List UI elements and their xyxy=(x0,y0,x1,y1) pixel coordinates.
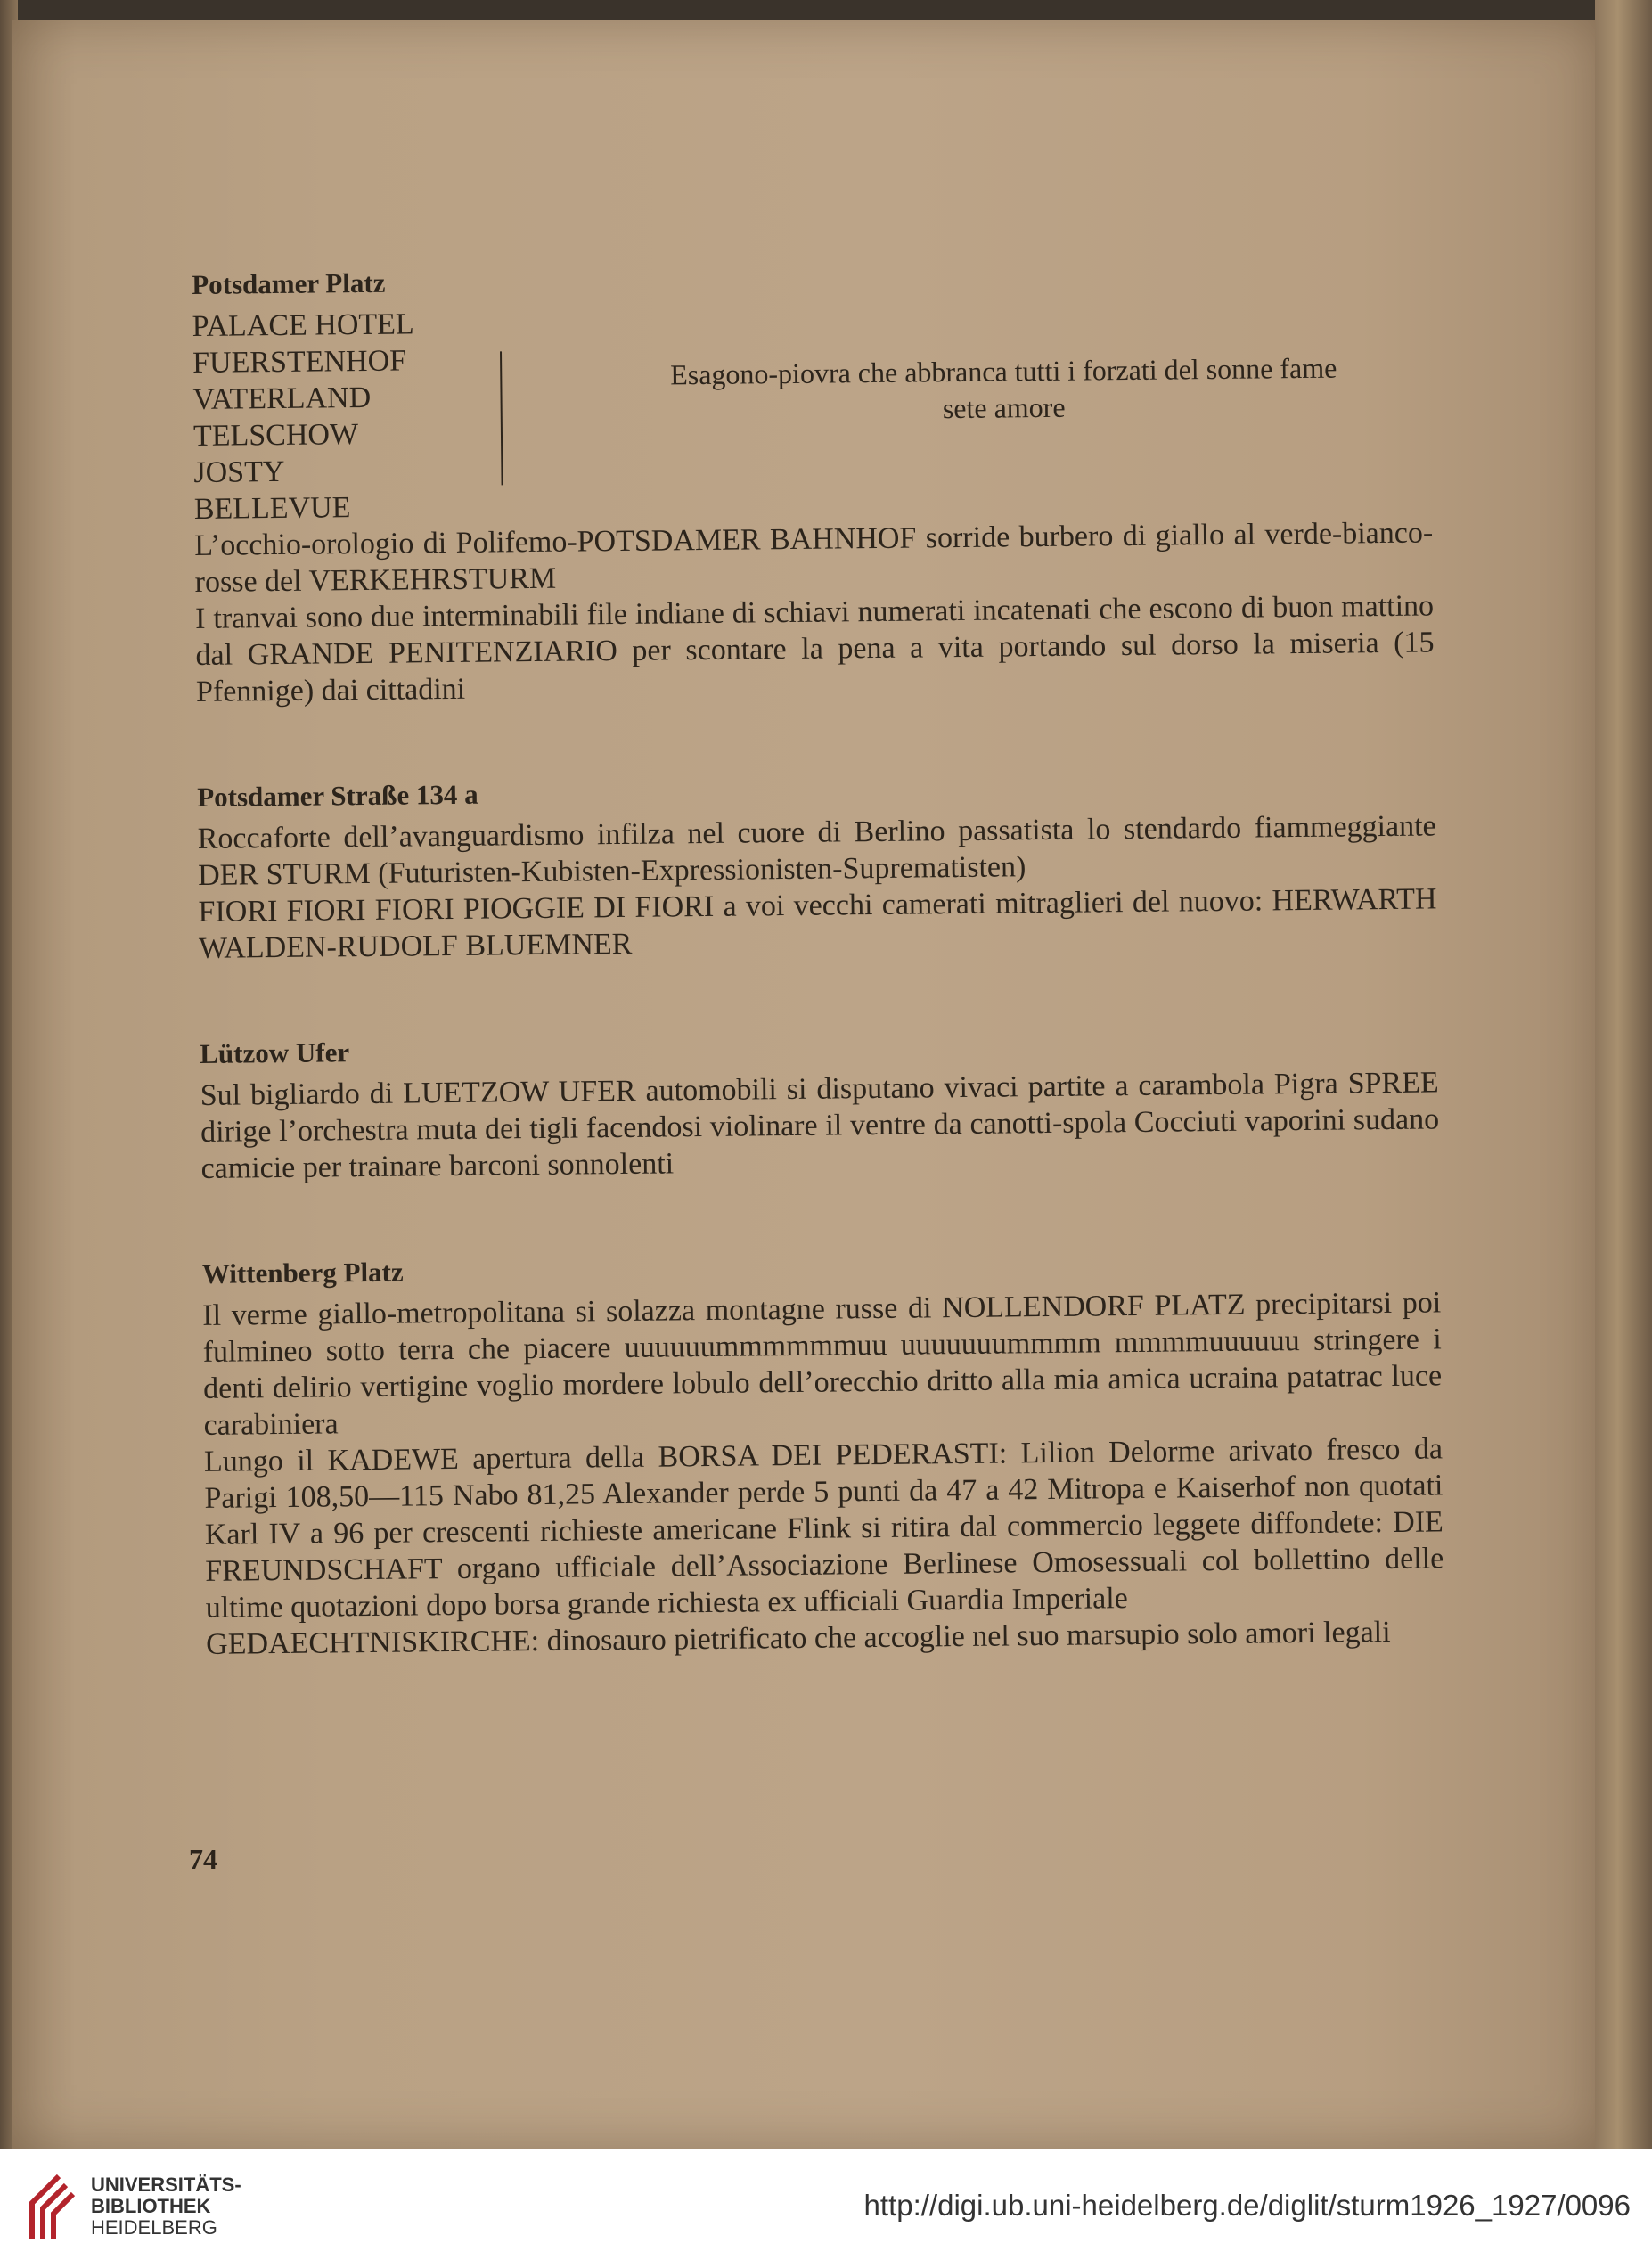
annotation-line: sete amore xyxy=(942,390,1066,425)
paragraph: Lungo il KADEWE apertura della BORSA DEI PEDERASTI: Lilion Delorme arivato fresco da Parigi 108,50—115 Nabo 81,25 Alexander perde 5 punti da 47 a 42 Mitropa e Kaiserhof non quotati Karl IV a 96 per crescenti richieste americane Flink si ritira dal commercio leggete diffondete: DIE FREUNDSCHAFT organo ufficiale dell’Associazione Berlinese Omosessuali col bollettino delle ultime quotazioni dopo borsa grande richiesta ex ufficiali Guardia Imperiale xyxy=(203,1432,1444,1625)
page-edge-stack xyxy=(1595,0,1652,2149)
bracket-line xyxy=(500,351,516,485)
library-name xyxy=(91,2174,241,2239)
list-item: PALACE HOTEL xyxy=(192,307,414,343)
section-potsdamer-platz xyxy=(192,254,1435,710)
list-item: VATERLAND xyxy=(192,381,372,416)
heading-potsdamer-platz: Potsdamer Platz xyxy=(192,266,386,300)
paragraph: FIORI FIORI FIORI PIOGGIE DI FIORI a voi vecchi camerati mitraglieri del nuovo: HERWARTH WALDEN-RUDOLF BLUEMNER xyxy=(198,882,1437,965)
footer-bar xyxy=(0,2149,1652,2268)
list-item: FUERSTENHOF xyxy=(192,344,407,380)
library-name-line: BIBLIOTHEK xyxy=(91,2195,211,2217)
page-text xyxy=(192,254,1445,1732)
list-item: TELSCHOW xyxy=(192,418,359,453)
paragraph: GEDAECHTNISKIRCHE: dinosauro pietrificato che accoglie nel suo marsupio solo amori legali xyxy=(205,1615,1391,1661)
paragraph: Il verme giallo-metropolitana si solazza montagne russe di NOLLENDORF PLATZ precipitarsi poi fulmineo sotto terra che piacere uuuuuummmmmmuu uuuuuuummmm mmmmuuuuuu stringere i denti delirio vertigine voglio mordere lobulo dell’orecchio dritto alla mia amica ucraina patatrac luce carabiniera xyxy=(202,1286,1443,1442)
bracket-annotation xyxy=(576,348,1432,430)
heading-luetzow-ufer: Lützow Ufer xyxy=(200,1036,350,1069)
section-wittenberg-platz xyxy=(202,1243,1445,1663)
paragraph: I tranvai sono due interminabili file indiane di schiavi numerati incatenati che escono di buon mattino dal GRANDE PENITENZIARIO per scontare la pena a vita portando sul dorso la miseria (15 Pfennige) dai cittadini xyxy=(194,589,1435,708)
heading-potsdamer-strasse: Potsdamer Straße 134 a xyxy=(197,778,478,813)
section-potsdamer-strasse xyxy=(197,766,1437,967)
library-logo-icon xyxy=(23,2167,82,2248)
annotation-line: Esagono-piovra che abbranca tutti i forzati del sonne fame xyxy=(670,351,1337,391)
page-number: 74 xyxy=(189,1843,217,1875)
list-item: BELLEVUE xyxy=(193,491,351,526)
paragraph: Sul bigliardo di LUETZOW UFER automobili si disputano vivaci partite a carambola Pigra SPREE dirige l’orchestra muta dei tigli facendosi violinare il ventre da canotti-spola Cocciuti vaporini sudano camicie per trainare barconi sonnolenti xyxy=(200,1066,1440,1185)
hotel-list-block xyxy=(192,295,1432,528)
source-url-link[interactable]: http://digi.ub.uni-heidelberg.de/diglit/sturm1926_1927/0096 xyxy=(863,2189,1631,2222)
library-name-line: HEIDELBERG xyxy=(91,2216,217,2239)
section-luetzow-ufer xyxy=(200,1023,1440,1187)
list-item: JOSTY xyxy=(193,454,285,489)
library-name-line: UNIVERSITÄTS- xyxy=(91,2174,241,2196)
heading-wittenberg-platz: Wittenberg Platz xyxy=(201,1256,404,1290)
paragraph: Roccaforte dell’avanguardismo infilza nel cuore di Berlino passatista lo stendardo fiammeggiante DER STURM (Futuristen-Kubisten-Expressionisten-Suprematisten) xyxy=(197,809,1436,892)
paragraph: L’occhio-orologio di Polifemo-POTSDAMER BAHNHOF sorride burbero di giallo al verde-bianco- rosse del VERKEHRSTURM xyxy=(194,516,1434,599)
